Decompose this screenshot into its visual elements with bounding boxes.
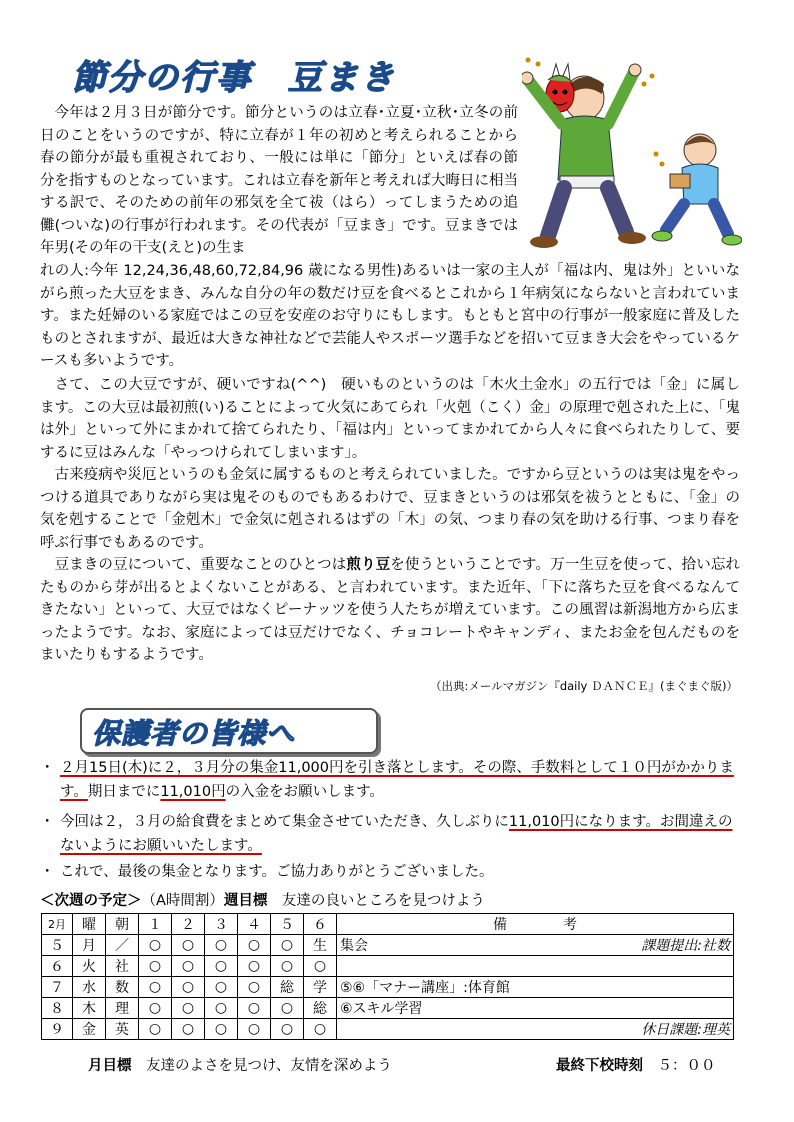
notice-banner-title: 保護者の皆様へ — [92, 717, 296, 750]
cell: ○ — [271, 998, 304, 1019]
header-remarks: 備 考 — [337, 914, 734, 935]
schedule-title: ＜次週の予定＞ — [40, 893, 142, 909]
remark-right: 課題提出:社数 — [641, 938, 730, 954]
cell: 総 — [304, 998, 337, 1019]
notice-item-3 — [40, 860, 740, 884]
monthly-goal — [88, 1054, 392, 1075]
header-morning: 朝 — [106, 914, 139, 935]
cell: ５ — [42, 935, 73, 956]
last-dismissal-time: ５：００ — [657, 1058, 716, 1074]
remark-left: ⑥スキル学習 — [340, 1001, 423, 1017]
remark-left: 集会 — [340, 938, 368, 954]
p4-bold: 煎り豆 — [346, 557, 391, 573]
bullet: ・ — [40, 864, 55, 880]
cell: ○ — [238, 1019, 271, 1040]
remark-cell — [337, 956, 734, 977]
cell: ○ — [304, 1019, 337, 1040]
cell: ○ — [238, 977, 271, 998]
cell: ○ — [139, 998, 172, 1019]
cell: ○ — [139, 1019, 172, 1040]
header-period-6: ６ — [304, 914, 337, 935]
remark-left: ⑤⑥「マナー講座」:体育館 — [340, 980, 510, 996]
remark-right: 休日課題:理英 — [641, 1022, 730, 1038]
article-paragraph-1-cont: れの人:今年 12,24,36,48,60,72,84,96 歳になる男性)あるいは一家の主人が「福は内、鬼は外」といいながら煎った大豆をまき、みんな自分の年の数だけ豆を食べるとこれから１年病気にならないと言われています。また妊婦のいる家庭ではこの豆を安産のお守りにもします。もともと宮中の行事が一般家庭に普及したものとされますが、最近は大きな神社などで芸能人やスポーツ選手などを招いて豆まき大会をやっているケースも多いようです。 — [40, 263, 740, 369]
table-row — [42, 1019, 734, 1040]
cell: ○ — [172, 935, 205, 956]
cell: ７ — [42, 977, 73, 998]
header-period-4: ４ — [238, 914, 271, 935]
cell: ○ — [139, 935, 172, 956]
father-figure — [522, 58, 655, 249]
remark-cell — [337, 998, 734, 1019]
notice-item-1 — [40, 756, 740, 804]
notice-1-text: 期日までに — [87, 784, 161, 800]
article-title: 節分の行事 豆まき — [72, 58, 396, 98]
header-period-3: ３ — [205, 914, 238, 935]
schedule-heading — [40, 889, 485, 910]
cell: 生 — [304, 935, 337, 956]
schedule-table — [41, 913, 734, 1040]
cell: ○ — [205, 977, 238, 998]
cell: ○ — [172, 998, 205, 1019]
table-row — [42, 998, 734, 1019]
bullet: ・ — [40, 760, 55, 776]
cell: ○ — [205, 1019, 238, 1040]
cell: ６ — [42, 956, 73, 977]
notice-1-amount: 11,010円 — [160, 784, 226, 800]
cell: 英 — [106, 1019, 139, 1040]
weekly-goal: 友達の良いところを見つけよう — [281, 893, 485, 909]
cell: ○ — [205, 935, 238, 956]
cell: 金 — [73, 1019, 106, 1040]
notice-3-text: これで、最後の集金となります。ご協力ありがとうございました。 — [60, 864, 494, 880]
cell: ９ — [42, 1019, 73, 1040]
header-period-2: ２ — [172, 914, 205, 935]
header-period-1: １ — [139, 914, 172, 935]
cell: ○ — [172, 956, 205, 977]
bullet: ・ — [40, 814, 55, 830]
cell: ○ — [238, 956, 271, 977]
table-row — [42, 935, 734, 956]
cell: ○ — [205, 956, 238, 977]
cell: ○ — [304, 956, 337, 977]
cell: ○ — [172, 977, 205, 998]
last-dismissal-label: 最終下校時刻 — [556, 1058, 643, 1074]
cell: 火 — [73, 956, 106, 977]
cell: ／ — [106, 935, 139, 956]
notice-2-underlined: 11,010円になります。お間違えのないようにお願いいたします。 — [60, 814, 733, 854]
weekly-goal-label: 週目標 — [223, 893, 268, 909]
notice-item-2 — [40, 810, 740, 858]
notice-1-underlined: ２月15日(木)に２，３月分の集金11,000円を引き落とします。その際、手数料として１０円がかかります。 — [60, 760, 734, 800]
source-citation: （出典:メールマガジン『daily ＤＡＮＣＥ』(まぐまぐ版)） — [429, 679, 738, 693]
cell: ○ — [172, 1019, 205, 1040]
table-header-row — [42, 914, 734, 935]
table-row — [42, 956, 734, 977]
remark-cell — [337, 977, 734, 998]
p4-text-a: 豆まきの豆について、重要なことのひとつは — [54, 557, 347, 573]
last-dismissal — [556, 1054, 716, 1075]
setsubun-illustration — [522, 54, 742, 254]
header-period-5: ５ — [271, 914, 304, 935]
table-row — [42, 977, 734, 998]
article-paragraph-3: 古来疫病や災厄というのも金気に属するものと考えられていました。ですから豆というのは実は鬼をやっつける道具でありながら実は鬼そのものでもあるわけで、豆まきというのは邪気を祓うとともに、「金」の気を剋することで「金剋木」で金気に剋されるはずの「木」の気、つまり春の気を助ける行事、つまり春を呼ぶ行事でもあるのです。 — [40, 467, 740, 551]
cell: ○ — [271, 935, 304, 956]
notice-banner — [80, 708, 378, 754]
remark-cell — [337, 1019, 734, 1040]
cell: ○ — [271, 956, 304, 977]
child-figure — [652, 134, 742, 245]
cell: 数 — [106, 977, 139, 998]
cell: ○ — [238, 935, 271, 956]
monthly-goal-label: 月目標 — [88, 1058, 132, 1074]
cell: 木 — [73, 998, 106, 1019]
cell: ○ — [205, 998, 238, 1019]
cell: 理 — [106, 998, 139, 1019]
masu-box-icon — [670, 174, 690, 188]
article-paragraph-2: さて、この大豆ですが、硬いですね(^^) 硬いものというのは「木火土金水」の五行では「金」に属します。この大豆は最初煎(い)ることによって火気にあてられ「火剋（こく）金」の原理で剋された上に、「鬼は外」といって外にまかれて捨てられたり、「福は内」といってまかれてから人々に食べられたりして、要するに豆はみんな「やっつけられてしまいます」。 — [40, 377, 740, 461]
header-month: 2月 — [42, 914, 73, 935]
cell: 月 — [73, 935, 106, 956]
cell: 総 — [271, 977, 304, 998]
cell: 社 — [106, 956, 139, 977]
cell: ○ — [139, 977, 172, 998]
article-paragraph-4 — [40, 554, 740, 667]
notice-2-text: 今回は２，３月の給食費をまとめて集金させていただき、久しぶりに — [60, 814, 509, 830]
cell: ○ — [139, 956, 172, 977]
schedule-note: （A時間割） — [141, 893, 224, 909]
remark-cell — [337, 935, 734, 956]
monthly-goal-text: 友達のよさを見つけ、友情を深めよう — [146, 1058, 392, 1074]
notice-1-text-end: の入金をお願いします。 — [225, 784, 384, 800]
header-day: 曜 — [73, 914, 106, 935]
cell: ○ — [238, 998, 271, 1019]
cell: 学 — [304, 977, 337, 998]
p4-text-b: を使うということです。万一生豆を使って、拾い忘れたものから芽が出るとよくないことがある、と言われています。また近年、「下に落ちた豆を食べるなんてきたない」といって、大豆ではなくピーナッツを使う人たちが増えています。この風習は新潟地方から広まったようです。なお、家庭によっては豆だけでなく、チョコレートやキャンディ、またお金を包んだものをまいたりもするようです。 — [40, 557, 740, 663]
cell: ○ — [271, 1019, 304, 1040]
cell: ８ — [42, 998, 73, 1019]
article-paragraph-1: 今年は２月３日が節分です。節分というのは立春･立夏･立秋･立冬の前日のことをいうのですが、特に立春が１年の初めと考えられることから春の節分が最も重視されており、一般には単に「節分」といえば春の節分を指すものとなっています。これは立春を新年と考えれば大晦日に相当する訳で、そのための前年の邪気を全て祓（はら）ってしまうための追儺(ついな)の行事が行われます。その代表が「豆まき」です。豆まきでは年男(その年の干支(えと)の生ま — [40, 105, 518, 256]
cell: 水 — [73, 977, 106, 998]
